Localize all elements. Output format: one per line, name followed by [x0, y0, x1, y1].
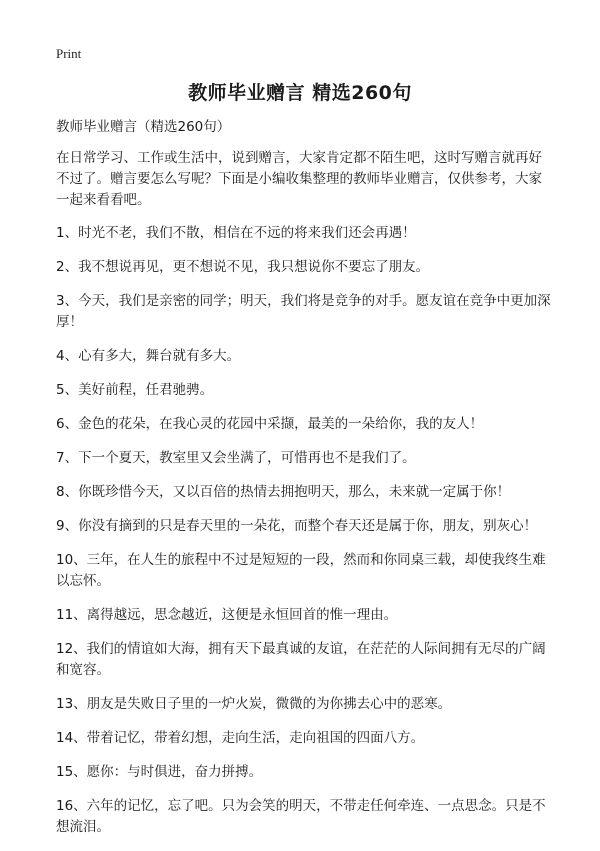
list-item: 15、愿你：与时俱进，奋力拼搏。: [56, 764, 263, 780]
list-item: 13、朋友是失败日子里的一炉火炭，微微的为你拂去心中的恶寒。: [56, 696, 452, 712]
page-title: 教师毕业赠言 精选260句: [188, 82, 412, 104]
list-item: 16、六年的记忆，忘了吧。只为会笑的明天，不带走任何牵连、一点思念。只是不想流泪。: [56, 798, 546, 835]
list-item: 3、今天，我们是亲密的同学；明天，我们将是竞争的对手。愿友谊在竞争中更加深厚！: [56, 293, 551, 330]
list-item: 12、我们的情谊如大海，拥有天下最真诚的友谊，在茫茫的人际间拥有无尽的广阔和宽容。: [56, 641, 546, 678]
list-item: 4、心有多大，舞台就有多大。: [56, 348, 241, 364]
list-item: 11、离得越远，思念越近，这便是永恒回首的惟一理由。: [56, 607, 398, 623]
list-item: 2、我不想说再见，更不想说不见，我只想说你不要忘了朋友。: [56, 259, 430, 275]
print-link[interactable]: Print: [56, 46, 82, 61]
list-item: 14、带着记忆，带着幻想，走向生活，走向祖国的四面八方。: [56, 730, 425, 746]
list-item: 5、美好前程，任君驰骋。: [56, 382, 214, 398]
list-item: 10、三年，在人生的旅程中不过是短短的一段，然而和你同桌三载，却使我终生难以忘怀。: [56, 552, 546, 589]
list-item: 7、下一个夏天，教室里又会坐满了，可惜再也不是我们了。: [56, 450, 416, 466]
list-item: 8、你既珍惜今天，又以百倍的热情去拥抱明天，那么，未来就一定属于你！: [56, 484, 511, 500]
document-body: [56, 117, 554, 851]
document-subtitle: 教师毕业赠言（精选260句）: [56, 119, 231, 135]
list-item: 9、你没有摘到的只是春天里的一朵花，而整个春天还是属于你，朋友，别灰心！: [56, 518, 538, 534]
intro-paragraph: 在日常学习、工作或生活中，说到赠言，大家肯定都不陌生吧，这时写赠言就再好不过了。赠言要怎么写呢？下面是小编收集整理的教师毕业赠言，仅供参考，大家一起来看看吧。: [56, 150, 542, 208]
list-item: 1、时光不老，我们不散，相信在不远的将来我们还会再遇！: [56, 225, 416, 241]
list-item: 6、金色的花朵，在我心灵的花园中采撷，最美的一朵给你，我的友人！: [56, 416, 484, 432]
